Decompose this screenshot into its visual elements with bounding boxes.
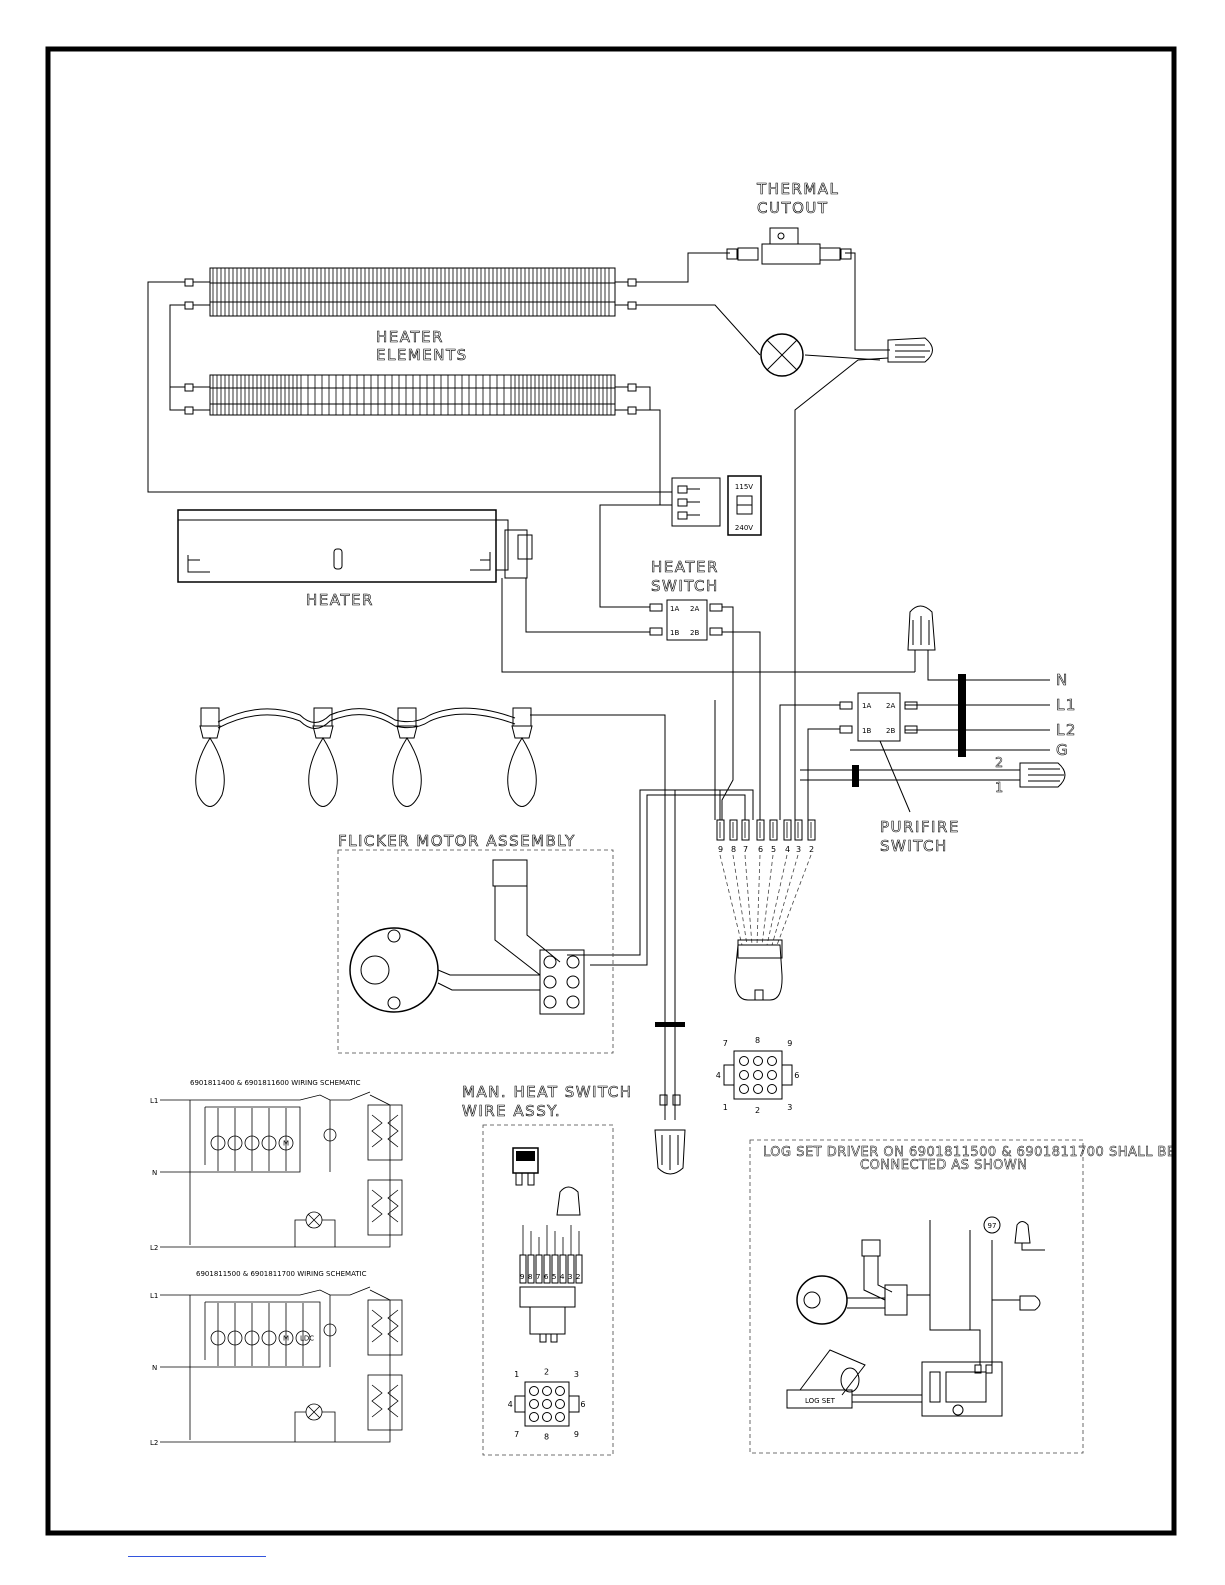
terminal-number: 6 [758,845,764,854]
terminal-number: 3 [568,1273,573,1281]
terminal [730,820,737,840]
connector-wire [757,855,760,945]
connector-pin-label: 4 [507,1400,513,1409]
connector-pin [768,1057,777,1066]
connector-pin-label: 7 [514,1429,520,1439]
heater-elements-label-2: ELEMENTS [376,346,468,364]
purifire-switch-label-1: PURIFIRE [880,818,960,836]
heater-switch-label-1: HEATER [651,558,719,576]
connector-pin [754,1057,763,1066]
svg-text:1B: 1B [670,629,680,637]
wire-nut-right [795,338,933,820]
connector-pin [768,1071,777,1080]
log-set-driver-note [750,1140,1176,1453]
connector-wire [762,855,773,945]
cable-tie [655,1022,685,1027]
terminal [808,820,815,840]
line-n-label: N [1056,671,1069,689]
bulb-socket [201,708,219,726]
connector-pin-label: 9 [573,1429,579,1439]
wire-1-label: 1 [995,781,1004,796]
terminal [770,820,777,840]
heater-element-bottom-fins [213,375,611,415]
schematic-top-n: N [152,1169,158,1177]
terminal [717,820,724,840]
line-g-label: G [1056,741,1070,759]
terminal-number: 8 [528,1273,533,1281]
bulb-base [200,726,220,738]
connector-pin [543,1387,552,1396]
flame-bulb-icon [309,738,338,807]
terminal-number: 7 [743,845,749,854]
connector-pin-label: 3 [787,1103,793,1113]
svg-text:1B: 1B [862,727,872,735]
terminal-number: 6 [544,1273,549,1281]
connector-pin [530,1413,539,1422]
flicker-motor-wiring [567,790,753,1120]
footer-link-underline[interactable] [128,1556,266,1557]
connector-pin [740,1085,749,1094]
heater-switch [650,558,722,640]
thermal-cutout-label-2: CUTOUT [757,199,829,217]
connector-pin-label: 3 [573,1370,579,1380]
man-heat-label-1: MAN. HEAT SWITCH [462,1083,633,1101]
connector-face-9pin [716,1036,799,1115]
connector-pin-label: 1 [514,1370,520,1380]
connector-pin [530,1400,539,1409]
connector-pin [740,1071,749,1080]
connector-pin-label: 6 [794,1071,800,1080]
terminal-number: 7 [536,1273,541,1281]
flame-bulb-icon [508,738,537,807]
schematic-top-l1: L1 [150,1097,159,1105]
connector-wire [767,855,787,945]
bulb-socket [314,708,332,726]
thermal-cutout-label-1: THERMAL [757,180,840,198]
thermal-cutout [727,180,851,264]
voltage-terminal-block [672,476,761,535]
connector-wire [733,855,747,945]
connector-pin-label: 8 [755,1036,761,1045]
bulb-base [313,726,333,738]
log-set-note-line-2: CONNECTED AS SHOWN [860,1158,1028,1173]
purifire-switch [780,693,960,855]
man-heat-label-2: WIRE ASSY. [462,1102,562,1120]
connector-pin [556,1400,565,1409]
connector-wire [745,855,752,945]
schematic-load-label: LDC [300,1334,315,1343]
flicker-motor-assembly [338,832,613,1053]
line-l1-label: L1 [1056,696,1077,714]
flame-bulbs [196,708,665,1020]
svg-text:2A: 2A [886,702,896,710]
heater-element-top-fins [213,268,609,316]
terminal-number: 2 [576,1273,581,1281]
svg-text:1A: 1A [862,702,872,710]
connector-pin-label: 2 [755,1106,761,1115]
schematic-load-label: M [283,1334,290,1343]
connector-wire [772,855,798,945]
connector-pin-label: 8 [544,1432,550,1442]
heater-elements [185,268,636,415]
connector-pin [556,1413,565,1422]
wire-2-label: 2 [995,756,1004,771]
schematic-top-l2: L2 [150,1244,159,1252]
manual-heat-switch-assembly [462,1083,633,1455]
svg-text:2B: 2B [886,727,896,735]
schematic-bottom-n: N [152,1364,158,1372]
connector-pin-label: 6 [580,1400,586,1409]
wire-nut-neutral [908,606,1050,680]
terminal [795,820,802,840]
bulb-base [512,726,532,738]
bulb-socket [398,708,416,726]
connector-pin-label: 7 [722,1038,728,1048]
heater [178,510,532,609]
connector-pin [530,1387,539,1396]
terminal-number: 3 [796,845,802,854]
connector-pin [556,1387,565,1396]
log-set-label: LOG SET [805,1397,835,1405]
terminal [757,820,764,840]
log-set-note-line-1: LOG SET DRIVER ON 6901811500 & 6901811700 SHALL BE [763,1145,1176,1160]
schematic-bottom-title: 6901811500 & 6901811700 WIRING SCHEMATIC [196,1270,367,1278]
wire-nut-bottom [655,1095,685,1174]
terminal-number: 2 [809,845,815,854]
schematic-load-label: M [283,1139,290,1148]
connector-pin-label: 1 [722,1103,728,1113]
flicker-motor-label: FLICKER MOTOR ASSEMBLY [338,832,576,850]
wiring-schematic-top [150,1079,402,1252]
heater-label: HEATER [306,591,374,609]
power-lines [850,671,1077,759]
line-l2-label: L2 [1056,721,1077,739]
connector-pin-label: 4 [715,1071,721,1080]
flame-bulb-icon [393,738,422,807]
terminal-number: 4 [560,1273,565,1281]
terminal [742,820,749,840]
terminal-number: 5 [771,845,777,854]
svg-text:2B: 2B [690,629,700,637]
heater-switch-label-2: SWITCH [651,577,719,595]
terminal-number: 4 [785,845,791,854]
connector-pin-label: 9 [787,1038,793,1048]
connector-pin [543,1400,552,1409]
svg-text:2A: 2A [690,605,700,613]
schematic-top-elements [295,1105,402,1247]
terminal-number: 8 [731,845,737,854]
connector-pin [543,1413,552,1422]
wires-1-2 [800,756,1065,796]
terminal-number: 9 [520,1273,525,1281]
purifire-switch-label-2: SWITCH [880,837,948,855]
bulb-socket [513,708,531,726]
flame-bulb-icon [196,738,225,807]
svg-text:1A: 1A [670,605,680,613]
heater-elements-label-1: HEATER [376,328,444,346]
voltage-240-label: 240V [734,524,754,532]
connector-pin [754,1085,763,1094]
schematic-top-title: 6901811400 & 6901811600 WIRING SCHEMATIC [190,1079,361,1087]
schematic-bottom-l2: L2 [150,1439,159,1447]
terminal-strip [717,820,815,854]
wiring-schematic-bottom [150,1270,402,1447]
connector-pin-label: 2 [544,1367,550,1377]
connector-wire [720,855,742,945]
schematic-bottom-l1: L1 [150,1292,159,1300]
plug-connector [720,855,811,1000]
connector-pin [740,1057,749,1066]
indicator-lamp [761,334,803,376]
badge-97: 97 [987,1222,997,1230]
connector-pin [768,1085,777,1094]
terminal-number: 9 [718,845,724,854]
connector-pin [754,1071,763,1080]
terminal [784,820,791,840]
voltage-115-label: 115V [734,483,754,491]
terminal-number: 5 [552,1273,557,1281]
